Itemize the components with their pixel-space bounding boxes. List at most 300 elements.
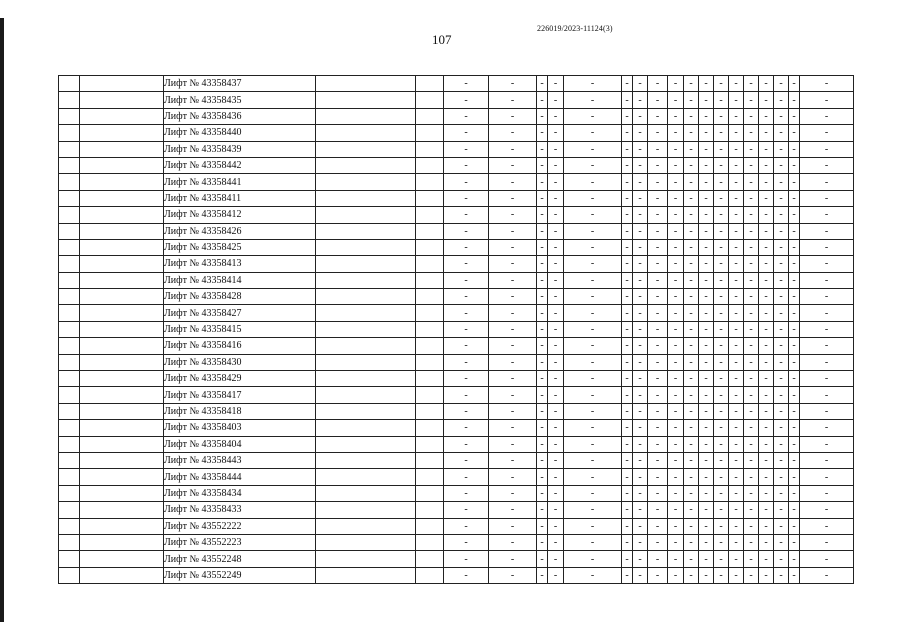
- dash-cell: -: [744, 256, 759, 272]
- table-row: [59, 403, 854, 419]
- empty-cell: [316, 305, 416, 321]
- dash-cell: -: [744, 387, 759, 403]
- elevator-name-cell: Лифт № 43358414: [164, 272, 316, 288]
- dash-cell: -: [759, 420, 774, 436]
- empty-cell: [316, 371, 416, 387]
- dash-cell: -: [489, 452, 537, 468]
- dash-cell: -: [699, 338, 714, 354]
- dash-cell: -: [444, 174, 489, 190]
- dash-cell: -: [648, 190, 668, 206]
- table-row: [59, 534, 854, 550]
- dash-cell: -: [622, 338, 633, 354]
- dash-cell: -: [489, 485, 537, 501]
- dash-cell: -: [744, 338, 759, 354]
- table-row: [59, 207, 854, 223]
- empty-cell: [80, 452, 164, 468]
- dash-cell: -: [684, 403, 699, 419]
- elevator-name-cell: Лифт № 43358441: [164, 174, 316, 190]
- dash-cell: -: [789, 338, 800, 354]
- dash-cell: -: [564, 174, 622, 190]
- empty-cell: [80, 92, 164, 108]
- dash-cell: -: [668, 485, 684, 501]
- dash-cell: -: [729, 108, 744, 124]
- dash-cell: -: [668, 289, 684, 305]
- elevator-name-cell: Лифт № 43358403: [164, 420, 316, 436]
- dash-cell: -: [744, 289, 759, 305]
- elevator-name-cell: Лифт № 43358425: [164, 239, 316, 255]
- dash-cell: -: [648, 125, 668, 141]
- dash-cell: -: [789, 321, 800, 337]
- dash-cell: -: [564, 92, 622, 108]
- dash-cell: -: [684, 321, 699, 337]
- dash-cell: -: [633, 502, 648, 518]
- table-row: [59, 518, 854, 534]
- dash-cell: -: [789, 534, 800, 550]
- dash-cell: -: [759, 92, 774, 108]
- dash-cell: -: [648, 338, 668, 354]
- empty-cell: [416, 157, 444, 173]
- dash-cell: -: [714, 190, 729, 206]
- empty-cell: [80, 223, 164, 239]
- dash-cell: -: [668, 387, 684, 403]
- empty-cell: [416, 420, 444, 436]
- table-row: [59, 420, 854, 436]
- dash-cell: -: [729, 92, 744, 108]
- dash-cell: -: [648, 469, 668, 485]
- dash-cell: -: [699, 567, 714, 583]
- dash-cell: -: [729, 207, 744, 223]
- empty-cell: [416, 239, 444, 255]
- dash-cell: -: [699, 272, 714, 288]
- dash-cell: -: [633, 207, 648, 223]
- dash-cell: -: [668, 92, 684, 108]
- dash-cell: -: [564, 305, 622, 321]
- dash-cell: -: [548, 452, 564, 468]
- dash-cell: -: [444, 239, 489, 255]
- dash-cell: -: [759, 567, 774, 583]
- dash-cell: -: [648, 289, 668, 305]
- dash-cell: -: [489, 338, 537, 354]
- dash-cell: -: [744, 272, 759, 288]
- dash-cell: -: [774, 190, 789, 206]
- dash-cell: -: [729, 321, 744, 337]
- dash-cell: -: [774, 256, 789, 272]
- empty-cell: [316, 256, 416, 272]
- dash-cell: -: [729, 567, 744, 583]
- empty-cell: [59, 207, 80, 223]
- dash-cell: -: [714, 485, 729, 501]
- dash-cell: -: [774, 223, 789, 239]
- dash-cell: -: [564, 371, 622, 387]
- dash-cell: -: [648, 141, 668, 157]
- empty-cell: [59, 469, 80, 485]
- dash-cell: -: [800, 76, 854, 92]
- dash-cell: -: [668, 272, 684, 288]
- dash-cell: -: [537, 485, 548, 501]
- dash-cell: -: [684, 305, 699, 321]
- dash-cell: -: [633, 354, 648, 370]
- dash-cell: -: [684, 272, 699, 288]
- dash-cell: -: [668, 108, 684, 124]
- dash-cell: -: [699, 420, 714, 436]
- dash-cell: -: [699, 223, 714, 239]
- empty-cell: [316, 485, 416, 501]
- dash-cell: -: [774, 157, 789, 173]
- dash-cell: -: [699, 354, 714, 370]
- empty-cell: [416, 76, 444, 92]
- dash-cell: -: [744, 371, 759, 387]
- dash-cell: -: [537, 305, 548, 321]
- dash-cell: -: [648, 321, 668, 337]
- dash-cell: -: [564, 289, 622, 305]
- dash-cell: -: [789, 289, 800, 305]
- dash-cell: -: [774, 387, 789, 403]
- dash-cell: -: [489, 108, 537, 124]
- empty-cell: [59, 256, 80, 272]
- dash-cell: -: [759, 452, 774, 468]
- empty-cell: [80, 420, 164, 436]
- empty-cell: [316, 469, 416, 485]
- dash-cell: -: [774, 436, 789, 452]
- dash-cell: -: [699, 387, 714, 403]
- dash-cell: -: [699, 125, 714, 141]
- dash-cell: -: [564, 190, 622, 206]
- dash-cell: -: [564, 420, 622, 436]
- dash-cell: -: [668, 125, 684, 141]
- dash-cell: -: [537, 436, 548, 452]
- dash-cell: -: [800, 534, 854, 550]
- dash-cell: -: [537, 534, 548, 550]
- dash-cell: -: [633, 518, 648, 534]
- dash-cell: -: [714, 256, 729, 272]
- table-row: [59, 371, 854, 387]
- dash-cell: -: [684, 239, 699, 255]
- dash-cell: -: [564, 108, 622, 124]
- dash-cell: -: [789, 125, 800, 141]
- dash-cell: -: [789, 157, 800, 173]
- empty-cell: [80, 190, 164, 206]
- dash-cell: -: [648, 239, 668, 255]
- empty-cell: [416, 272, 444, 288]
- dash-cell: -: [537, 108, 548, 124]
- dash-cell: -: [537, 502, 548, 518]
- empty-cell: [416, 534, 444, 550]
- empty-cell: [80, 469, 164, 485]
- empty-cell: [316, 108, 416, 124]
- dash-cell: -: [648, 157, 668, 173]
- dash-cell: -: [744, 452, 759, 468]
- table-row: [59, 354, 854, 370]
- dash-cell: -: [668, 190, 684, 206]
- dash-cell: -: [800, 272, 854, 288]
- dash-cell: -: [800, 518, 854, 534]
- dash-cell: -: [759, 256, 774, 272]
- dash-cell: -: [537, 551, 548, 567]
- dash-cell: -: [759, 354, 774, 370]
- dash-cell: -: [789, 207, 800, 223]
- table-row: [59, 108, 854, 124]
- dash-cell: -: [564, 141, 622, 157]
- dash-cell: -: [444, 354, 489, 370]
- dash-cell: -: [789, 174, 800, 190]
- dash-cell: -: [789, 371, 800, 387]
- table-row: [59, 256, 854, 272]
- dash-cell: -: [774, 403, 789, 419]
- dash-cell: -: [648, 436, 668, 452]
- dash-cell: -: [744, 321, 759, 337]
- dash-cell: -: [789, 272, 800, 288]
- empty-cell: [416, 92, 444, 108]
- dash-cell: -: [729, 354, 744, 370]
- dash-cell: -: [489, 469, 537, 485]
- dash-cell: -: [699, 485, 714, 501]
- dash-cell: -: [800, 125, 854, 141]
- dash-cell: -: [684, 141, 699, 157]
- empty-cell: [416, 321, 444, 337]
- dash-cell: -: [668, 371, 684, 387]
- dash-cell: -: [648, 76, 668, 92]
- dash-cell: -: [714, 141, 729, 157]
- dash-cell: -: [759, 272, 774, 288]
- table-row: [59, 305, 854, 321]
- dash-cell: -: [622, 518, 633, 534]
- dash-cell: -: [633, 371, 648, 387]
- dash-cell: -: [729, 141, 744, 157]
- dash-cell: -: [714, 174, 729, 190]
- dash-cell: -: [759, 207, 774, 223]
- dash-cell: -: [668, 452, 684, 468]
- empty-cell: [59, 420, 80, 436]
- dash-cell: -: [444, 452, 489, 468]
- dash-cell: -: [729, 403, 744, 419]
- empty-cell: [80, 141, 164, 157]
- dash-cell: -: [744, 157, 759, 173]
- dash-cell: -: [729, 387, 744, 403]
- dash-cell: -: [800, 108, 854, 124]
- dash-cell: -: [714, 518, 729, 534]
- empty-cell: [316, 289, 416, 305]
- dash-cell: -: [564, 551, 622, 567]
- empty-cell: [316, 403, 416, 419]
- dash-cell: -: [564, 403, 622, 419]
- dash-cell: -: [622, 223, 633, 239]
- dash-cell: -: [622, 371, 633, 387]
- dash-cell: -: [699, 190, 714, 206]
- dash-cell: -: [648, 502, 668, 518]
- dash-cell: -: [648, 387, 668, 403]
- dash-cell: -: [668, 207, 684, 223]
- dash-cell: -: [537, 469, 548, 485]
- dash-cell: -: [774, 420, 789, 436]
- dash-cell: -: [548, 534, 564, 550]
- dash-cell: -: [684, 354, 699, 370]
- dash-cell: -: [699, 436, 714, 452]
- dash-cell: -: [774, 567, 789, 583]
- dash-cell: -: [444, 436, 489, 452]
- dash-cell: -: [744, 403, 759, 419]
- elevator-name-cell: Лифт № 43358437: [164, 76, 316, 92]
- dash-cell: -: [564, 223, 622, 239]
- dash-cell: -: [774, 141, 789, 157]
- dash-cell: -: [548, 485, 564, 501]
- dash-cell: -: [714, 452, 729, 468]
- dash-cell: -: [489, 141, 537, 157]
- dash-cell: -: [759, 469, 774, 485]
- dash-cell: -: [564, 485, 622, 501]
- empty-cell: [59, 174, 80, 190]
- empty-cell: [59, 534, 80, 550]
- dash-cell: -: [537, 256, 548, 272]
- empty-cell: [316, 141, 416, 157]
- dash-cell: -: [548, 157, 564, 173]
- dash-cell: -: [537, 518, 548, 534]
- empty-cell: [416, 174, 444, 190]
- empty-cell: [59, 223, 80, 239]
- table-row: [59, 338, 854, 354]
- dash-cell: -: [622, 567, 633, 583]
- dash-cell: -: [714, 387, 729, 403]
- table-row: [59, 436, 854, 452]
- dash-cell: -: [537, 321, 548, 337]
- dash-cell: -: [684, 108, 699, 124]
- dash-cell: -: [622, 403, 633, 419]
- empty-cell: [59, 141, 80, 157]
- dash-cell: -: [622, 321, 633, 337]
- empty-cell: [80, 125, 164, 141]
- dash-cell: -: [684, 436, 699, 452]
- empty-cell: [59, 108, 80, 124]
- elevator-name-cell: Лифт № 43552249: [164, 567, 316, 583]
- dash-cell: -: [648, 354, 668, 370]
- dash-cell: -: [684, 485, 699, 501]
- dash-cell: -: [444, 321, 489, 337]
- table-row: [59, 157, 854, 173]
- dash-cell: -: [800, 338, 854, 354]
- dash-cell: -: [714, 76, 729, 92]
- dash-cell: -: [668, 174, 684, 190]
- dash-cell: -: [744, 436, 759, 452]
- dash-cell: -: [633, 174, 648, 190]
- empty-cell: [416, 436, 444, 452]
- table-row: [59, 190, 854, 206]
- dash-cell: -: [774, 551, 789, 567]
- dash-cell: -: [668, 157, 684, 173]
- empty-cell: [316, 174, 416, 190]
- dash-cell: -: [668, 403, 684, 419]
- dash-cell: -: [444, 141, 489, 157]
- empty-cell: [416, 289, 444, 305]
- empty-cell: [316, 518, 416, 534]
- dash-cell: -: [548, 190, 564, 206]
- dash-cell: -: [444, 420, 489, 436]
- dash-cell: -: [622, 485, 633, 501]
- dash-cell: -: [729, 289, 744, 305]
- dash-cell: -: [800, 289, 854, 305]
- dash-cell: -: [684, 551, 699, 567]
- dash-cell: -: [548, 207, 564, 223]
- dash-cell: -: [622, 502, 633, 518]
- elevator-name-cell: Лифт № 43358411: [164, 190, 316, 206]
- dash-cell: -: [537, 354, 548, 370]
- elevator-name-cell: Лифт № 43552248: [164, 551, 316, 567]
- table-row: [59, 567, 854, 583]
- dash-cell: -: [699, 403, 714, 419]
- dash-cell: -: [729, 190, 744, 206]
- dash-cell: -: [548, 92, 564, 108]
- dash-cell: -: [759, 141, 774, 157]
- dash-cell: -: [800, 502, 854, 518]
- dash-cell: -: [548, 420, 564, 436]
- empty-cell: [80, 567, 164, 583]
- dash-cell: -: [744, 76, 759, 92]
- dash-cell: -: [699, 207, 714, 223]
- empty-cell: [80, 551, 164, 567]
- empty-cell: [59, 354, 80, 370]
- elevator-name-cell: Лифт № 43358439: [164, 141, 316, 157]
- dash-cell: -: [729, 157, 744, 173]
- dash-cell: -: [633, 272, 648, 288]
- dash-cell: -: [633, 403, 648, 419]
- dash-cell: -: [633, 534, 648, 550]
- dash-cell: -: [648, 403, 668, 419]
- empty-cell: [416, 403, 444, 419]
- empty-cell: [416, 354, 444, 370]
- dash-cell: -: [622, 239, 633, 255]
- dash-cell: -: [789, 354, 800, 370]
- dash-cell: -: [684, 469, 699, 485]
- dash-cell: -: [622, 305, 633, 321]
- dash-cell: -: [800, 371, 854, 387]
- dash-cell: -: [774, 321, 789, 337]
- dash-cell: -: [648, 207, 668, 223]
- dash-cell: -: [699, 469, 714, 485]
- elevator-name-cell: Лифт № 43358433: [164, 502, 316, 518]
- dash-cell: -: [622, 436, 633, 452]
- elevator-name-cell: Лифт № 43358416: [164, 338, 316, 354]
- empty-cell: [80, 354, 164, 370]
- empty-cell: [80, 305, 164, 321]
- dash-cell: -: [548, 436, 564, 452]
- dash-cell: -: [800, 387, 854, 403]
- dash-cell: -: [564, 272, 622, 288]
- dash-cell: -: [684, 518, 699, 534]
- table-row: [59, 223, 854, 239]
- dash-cell: -: [789, 436, 800, 452]
- dash-cell: -: [648, 452, 668, 468]
- dash-cell: -: [789, 518, 800, 534]
- empty-cell: [316, 239, 416, 255]
- dash-cell: -: [564, 534, 622, 550]
- empty-cell: [316, 354, 416, 370]
- dash-cell: -: [489, 534, 537, 550]
- empty-cell: [80, 289, 164, 305]
- dash-cell: -: [537, 92, 548, 108]
- dash-cell: -: [684, 502, 699, 518]
- dash-cell: -: [622, 354, 633, 370]
- dash-cell: -: [729, 469, 744, 485]
- dash-cell: -: [444, 76, 489, 92]
- dash-cell: -: [684, 452, 699, 468]
- empty-cell: [416, 518, 444, 534]
- dash-cell: -: [668, 256, 684, 272]
- empty-cell: [59, 452, 80, 468]
- dash-cell: -: [774, 289, 789, 305]
- dash-cell: -: [789, 420, 800, 436]
- dash-cell: -: [759, 76, 774, 92]
- dash-cell: -: [714, 567, 729, 583]
- dash-cell: -: [489, 567, 537, 583]
- elevator-name-cell: Лифт № 43358428: [164, 289, 316, 305]
